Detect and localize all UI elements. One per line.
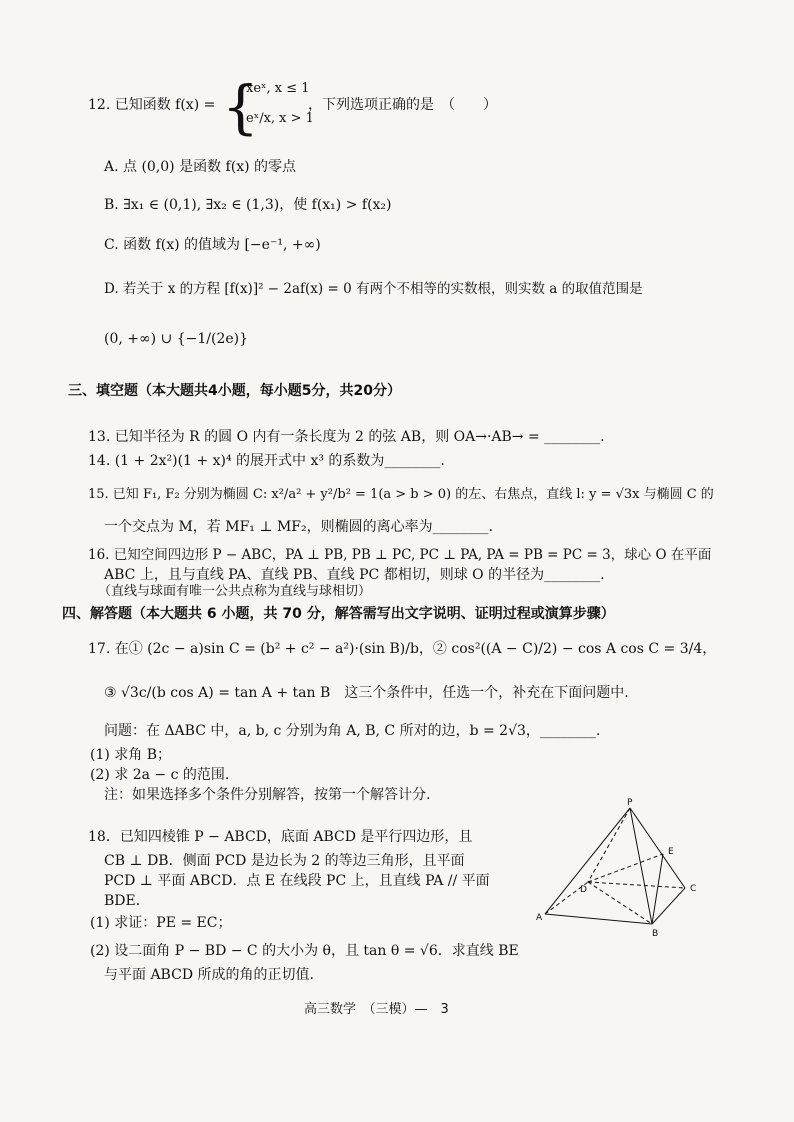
edge-DE bbox=[588, 854, 663, 882]
q12-brace: { bbox=[222, 73, 259, 141]
q18-line2: CB ⊥ DB．侧面 PCD 是边长为 2 的等边三角形，且平面 bbox=[104, 853, 465, 869]
q12-option-b: B. ∃x₁ ∈ (0,1), ∃x₂ ∈ (1,3)，使 f(x₁) > f(x₂) bbox=[104, 197, 392, 213]
edge-DC bbox=[588, 882, 685, 888]
q17-line1: 17. 在① (2c − a)sin C = (b² + c² − a²)·(sin B)/b，② cos²((A − C)/2) − cos A cos C = 3/4， bbox=[88, 641, 717, 657]
q17-part1: (1) 求角 B； bbox=[90, 747, 172, 763]
q12-stem-prefix: 12. 已知函数 f(x) = bbox=[88, 97, 216, 113]
page-footer: 高三数学 （三模）— 3 bbox=[304, 1002, 449, 1017]
label-P: P bbox=[627, 798, 633, 808]
q12-stem-suffix: ，下列选项正确的是 （ ） bbox=[308, 97, 497, 113]
edge-PB bbox=[630, 808, 652, 924]
q18-part2: (2) 设二面角 P − BD − C 的大小为 θ，且 tan θ = √6．求直线 BE bbox=[90, 943, 519, 959]
q17-part2: (2) 求 2a − c 的范围. bbox=[90, 767, 230, 783]
q15-line2: 一个交点为 M，若 MF₁ ⊥ MF₂，则椭圆的离心率为________. bbox=[104, 519, 494, 535]
q12-option-c: C. 函数 f(x) 的值域为 [−e⁻¹, +∞) bbox=[104, 237, 321, 253]
q15-line1: 15. 已知 F₁, F₂ 分别为椭圆 C: x²/a² + y²/b² = 1(a > b > 0) 的左、右焦点，直线 l: y = √3x 与椭圆 C 的 bbox=[88, 487, 714, 502]
q18-part2-cont: 与平面 ABCD 所成的角的正切值. bbox=[104, 967, 314, 983]
edge-DB bbox=[588, 882, 652, 924]
section-3-heading: 三、填空题（本大题共4小题，每小题5分，共20分） bbox=[68, 383, 401, 399]
q13: 13. 已知半径为 R 的圆 O 内有一条长度为 2 的弦 AB，则 OA→·AB→ = ________. bbox=[88, 429, 605, 445]
q17-line3: 问题：在 ΔABC 中，a, b, c 分别为角 A, B, C 所对的边，b = 2√3，________. bbox=[104, 723, 601, 739]
label-C: C bbox=[690, 884, 697, 894]
q18-line4: BDE． bbox=[104, 893, 150, 909]
q16-line3: （直线与球面有唯一公共点称为直线与球相切） bbox=[98, 584, 372, 599]
edge-PC bbox=[630, 808, 685, 888]
q18-line1: 18．已知四棱锥 P − ABCD，底面 ABCD 是平行四边形，且 bbox=[88, 829, 473, 845]
q18-part1: (1) 求证：PE = EC； bbox=[90, 915, 232, 931]
q12-option-d-range: (0, +∞) ∪ {−1/(2e)} bbox=[104, 331, 249, 347]
label-D: D bbox=[580, 885, 587, 895]
q16-line2: ABC 上，且与直线 PA、直线 PB、直线 PC 都相切，则球 O 的半径为________. bbox=[104, 567, 605, 583]
edge-AB bbox=[545, 914, 652, 924]
label-B: B bbox=[652, 929, 659, 939]
q18-line3: PCD ⊥ 平面 ABCD．点 E 在线段 PC 上，且直线 PA // 平面 bbox=[104, 873, 490, 889]
q12-case1: xeˣ, x ≤ 1 bbox=[246, 81, 310, 96]
q12-option-d: D. 若关于 x 的方程 [f(x)]² − 2af(x) = 0 有两个不相等的实数根，则实数 a 的取值范围是 bbox=[104, 281, 643, 297]
q12-case2: eˣ/x, x > 1 bbox=[246, 111, 314, 126]
q12-option-a: A. 点 (0,0) 是函数 f(x) 的零点 bbox=[104, 159, 297, 175]
edge-PD bbox=[588, 808, 630, 882]
section-4-heading: 四、解答题（本大题共 6 小题，共 70 分，解答需写出文字说明、证明过程或演算步骤） bbox=[62, 606, 615, 622]
q16-line1: 16. 已知空间四边形 P − ABC，PA ⊥ PB, PB ⊥ PC, PC ⊥ PA, PA = PB = PC = 3，球心 O 在平面 bbox=[88, 547, 712, 563]
q14: 14. (1 + 2x²)(1 + x)⁴ 的展开式中 x³ 的系数为________. bbox=[88, 453, 445, 469]
q17-note: 注：如果选择多个条件分别解答，按第一个解答计分. bbox=[104, 787, 431, 803]
label-A: A bbox=[536, 913, 543, 923]
q17-line2: ③ √3c/(b cos A) = tan A + tan B 这三个条件中，任选一个，补充在下面问题中. bbox=[104, 685, 629, 701]
label-E: E bbox=[668, 847, 674, 857]
pyramid-figure bbox=[530, 796, 720, 942]
edge-PA bbox=[545, 808, 630, 914]
q12-stem bbox=[88, 96, 215, 114]
